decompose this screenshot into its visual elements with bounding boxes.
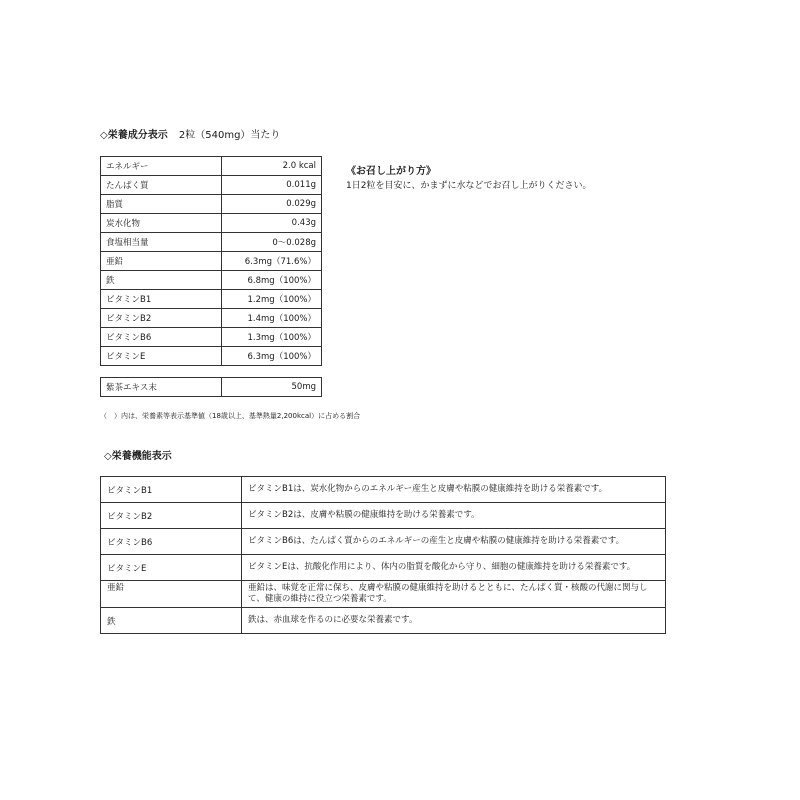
table-row [101,195,322,214]
function-desc: ビタミンB1は、炭水化物からのエネルギー産生と皮膚や粘膜の健康維持を助ける栄養素です。 [242,477,666,503]
function-desc: ビタミンB6は、たんぱく質からのエネルギーの産生と皮膚や粘膜の健康維持を助ける栄養素です。 [242,529,666,555]
nutrient-value: 0.011g [222,176,322,195]
function-desc: ビタミンB2は、皮膚や粘膜の健康維持を助ける栄養素です。 [242,503,666,529]
nutrient-label: ビタミンB6 [101,328,222,347]
nutrient-value: 0～0.028g [222,233,322,252]
table-row [101,176,322,195]
table-row [101,290,322,309]
table-row [101,157,322,176]
functions-title: ◇栄養機能表示 [104,451,172,462]
table-row [101,252,322,271]
nutrient-label: 脂質 [101,195,222,214]
function-desc: ビタミンEは、抗酸化作用により、体内の脂質を酸化から守り、細胞の健康維持を助ける栄養素です。 [242,555,666,581]
table-row [101,214,322,233]
table-row [101,608,666,634]
function-label: ビタミンB6 [101,529,242,555]
extract-value: 50mg [222,378,322,397]
extract-label: 紫茶エキス末 [101,378,222,397]
nutrient-value: 2.0 kcal [222,157,322,176]
nutrition-heading [100,126,280,141]
function-desc: 亜鉛は、味覚を正常に保ち、皮膚や粘膜の健康維持を助けるとともに、たんぱく質・核酸の代謝に関与して、健康の維持に役立つ栄養素です。 [242,581,666,608]
footnote: （ ）内は、栄養素等表示基準値（18歳以上、基準熱量2,200kcal）に占める割合 [100,412,361,420]
nutrient-value: 6.3mg（100%） [222,347,322,366]
function-label: 亜鉛 [101,581,242,608]
nutrient-value: 1.3mg（100%） [222,328,322,347]
table-row [101,233,322,252]
table-row [101,347,322,366]
functions-table [100,476,666,634]
nutrient-label: エネルギー [101,157,222,176]
nutrient-label: 食塩相当量 [101,233,222,252]
table-row [101,309,322,328]
how-to-take-title: 《お召し上がり方》 [346,166,436,177]
nutrition-title: ◇栄養成分表示 [100,130,168,141]
table-row [101,529,666,555]
nutrient-value: 1.4mg（100%） [222,309,322,328]
function-desc: 鉄は、赤血球を作るのに必要な栄養素です。 [242,608,666,634]
nutrient-label: ビタミンB2 [101,309,222,328]
function-label: ビタミンB2 [101,503,242,529]
nutrient-label: ビタミンE [101,347,222,366]
extract-table [100,377,322,397]
nutrient-value: 6.3mg（71.6%） [222,252,322,271]
nutrient-value: 0.029g [222,195,322,214]
nutrient-value: 0.43g [222,214,322,233]
function-label: ビタミンE [101,555,242,581]
table-row [101,503,666,529]
nutrient-label: たんぱく質 [101,176,222,195]
nutrient-label: 炭水化物 [101,214,222,233]
table-row [101,271,322,290]
function-label: ビタミンB1 [101,477,242,503]
table-row [101,555,666,581]
nutrition-table [100,156,322,366]
function-label: 鉄 [101,608,242,634]
nutrient-label: 鉄 [101,271,222,290]
nutrient-label: 亜鉛 [101,252,222,271]
serving-size: 2粒（540mg）当たり [178,130,281,141]
table-row [101,581,666,608]
how-to-take-text: 1日2粒を目安に、かまずに水などでお召し上がりください。 [346,181,592,191]
nutrient-value: 6.8mg（100%） [222,271,322,290]
table-row [101,477,666,503]
nutrient-value: 1.2mg（100%） [222,290,322,309]
table-row [101,328,322,347]
table-row [101,378,322,397]
nutrient-label: ビタミンB1 [101,290,222,309]
